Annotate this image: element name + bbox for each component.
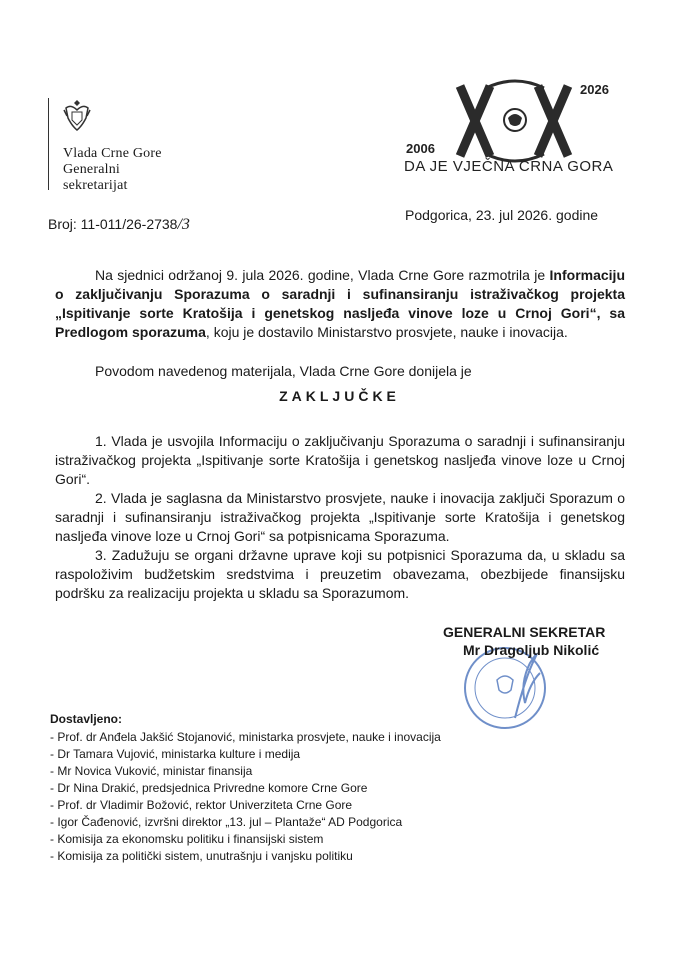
distribution-item: - Dr Nina Drakić, predsjednica Privredne komore Crne Gore [50, 781, 368, 795]
conclusion-3: 3. Zadužuju se organi državne uprave koji su potpisnici Sporazuma da, u skladu sa raspoloživim budžetskim sredstvima i preuzetim obavezama, obezbijede finansijsku podršku za realizaciju projekta u skladu sa Sporazumom. [55, 547, 625, 601]
conclusions-title: ZAKLJUČKE [279, 388, 400, 404]
distribution-item: - Dr Tamara Vujović, ministarka kulture i medija [50, 747, 301, 761]
distribution-item: - Prof. dr Anđela Jakšić Stojanović, ministarka prosvjete, nauke i inovacija [50, 730, 441, 744]
logo-year-end: 2026 [580, 82, 609, 97]
distribution-item: - Igor Čađenović, izvršni direktor „13. jul – Plantaže“ AD Podgorica [50, 815, 403, 829]
header-divider [48, 98, 49, 190]
conclusion-2: 2. Vlada je saglasna da Ministarstvo prosvjete, nauke i inovacija zaključi Sporazum o saradnji i sufinansiranju istraživačkog projekta „Ispitivanje sorte Kratošija i genetskog nasljeđa vinove loze u Crnoj Gori“ sa potpisnicama Sporazuma. [55, 490, 625, 544]
distribution-heading: Dostavljeno: [50, 712, 123, 726]
intro-paragraph [55, 266, 625, 342]
org-name: Vlada Crne Gore [63, 146, 162, 161]
intro-subject: Informaciju o zaključivanju Sporazuma o saradnji i sufinansiranju istraživačkog projekta „Ispitivanje sorte Kratošija i genetskog nasljeđa vinove loze u Crnoj Gori“, sa Predlogom sporazuma [55, 267, 626, 340]
povodom-paragraph: Povodom navedenog materijala, Vlada Crne Gore donijela je [95, 363, 472, 379]
motto: DA JE VJEČNA CRNA GORA [404, 158, 614, 175]
reference-handwritten: /3 [177, 216, 190, 233]
signatory-title: GENERALNI SEKRETAR [443, 624, 606, 640]
reference-number [48, 216, 190, 234]
logo-year-start: 2006 [406, 141, 435, 156]
reference-number-text: Broj: 11-011/26-2738 [48, 216, 178, 232]
intro-tail: , koju je dostavilo Ministarstvo prosvjete, nauke i inovacija. [205, 324, 568, 340]
distribution-item: - Komisija za ekonomsku politiku i finansijski sistem [50, 832, 324, 846]
document-date: Podgorica, 23. jul 2026. godine [405, 207, 599, 223]
distribution-item: - Komisija za politički sistem, unutrašnju i vanjsku politiku [50, 849, 353, 863]
distribution-item: - Prof. dr Vladimir Božović, rektor Univerziteta Crne Gore [50, 798, 353, 812]
signatory-name: Mr Dragoljub Nikolić [463, 642, 600, 658]
intro-text: Na sjednici održanoj 9. jula 2026. godine, Vlada Crne Gore razmotrila je [95, 267, 546, 283]
org-department-2: sekretarijat [63, 178, 128, 193]
distribution-item: - Mr Novica Vuković, ministar finansija [50, 764, 253, 778]
conclusion-1: 1. Vlada je usvojila Informaciju o zaključivanju Sporazuma o saradnji i sufinansiranju istraživačkog projekta „Ispitivanje sorte Kratošija i genetskog nasljeđa vinove loze u Crnoj Gori“. [55, 433, 625, 487]
coat-of-arms-icon [62, 96, 92, 136]
org-department: Generalni [63, 162, 120, 177]
